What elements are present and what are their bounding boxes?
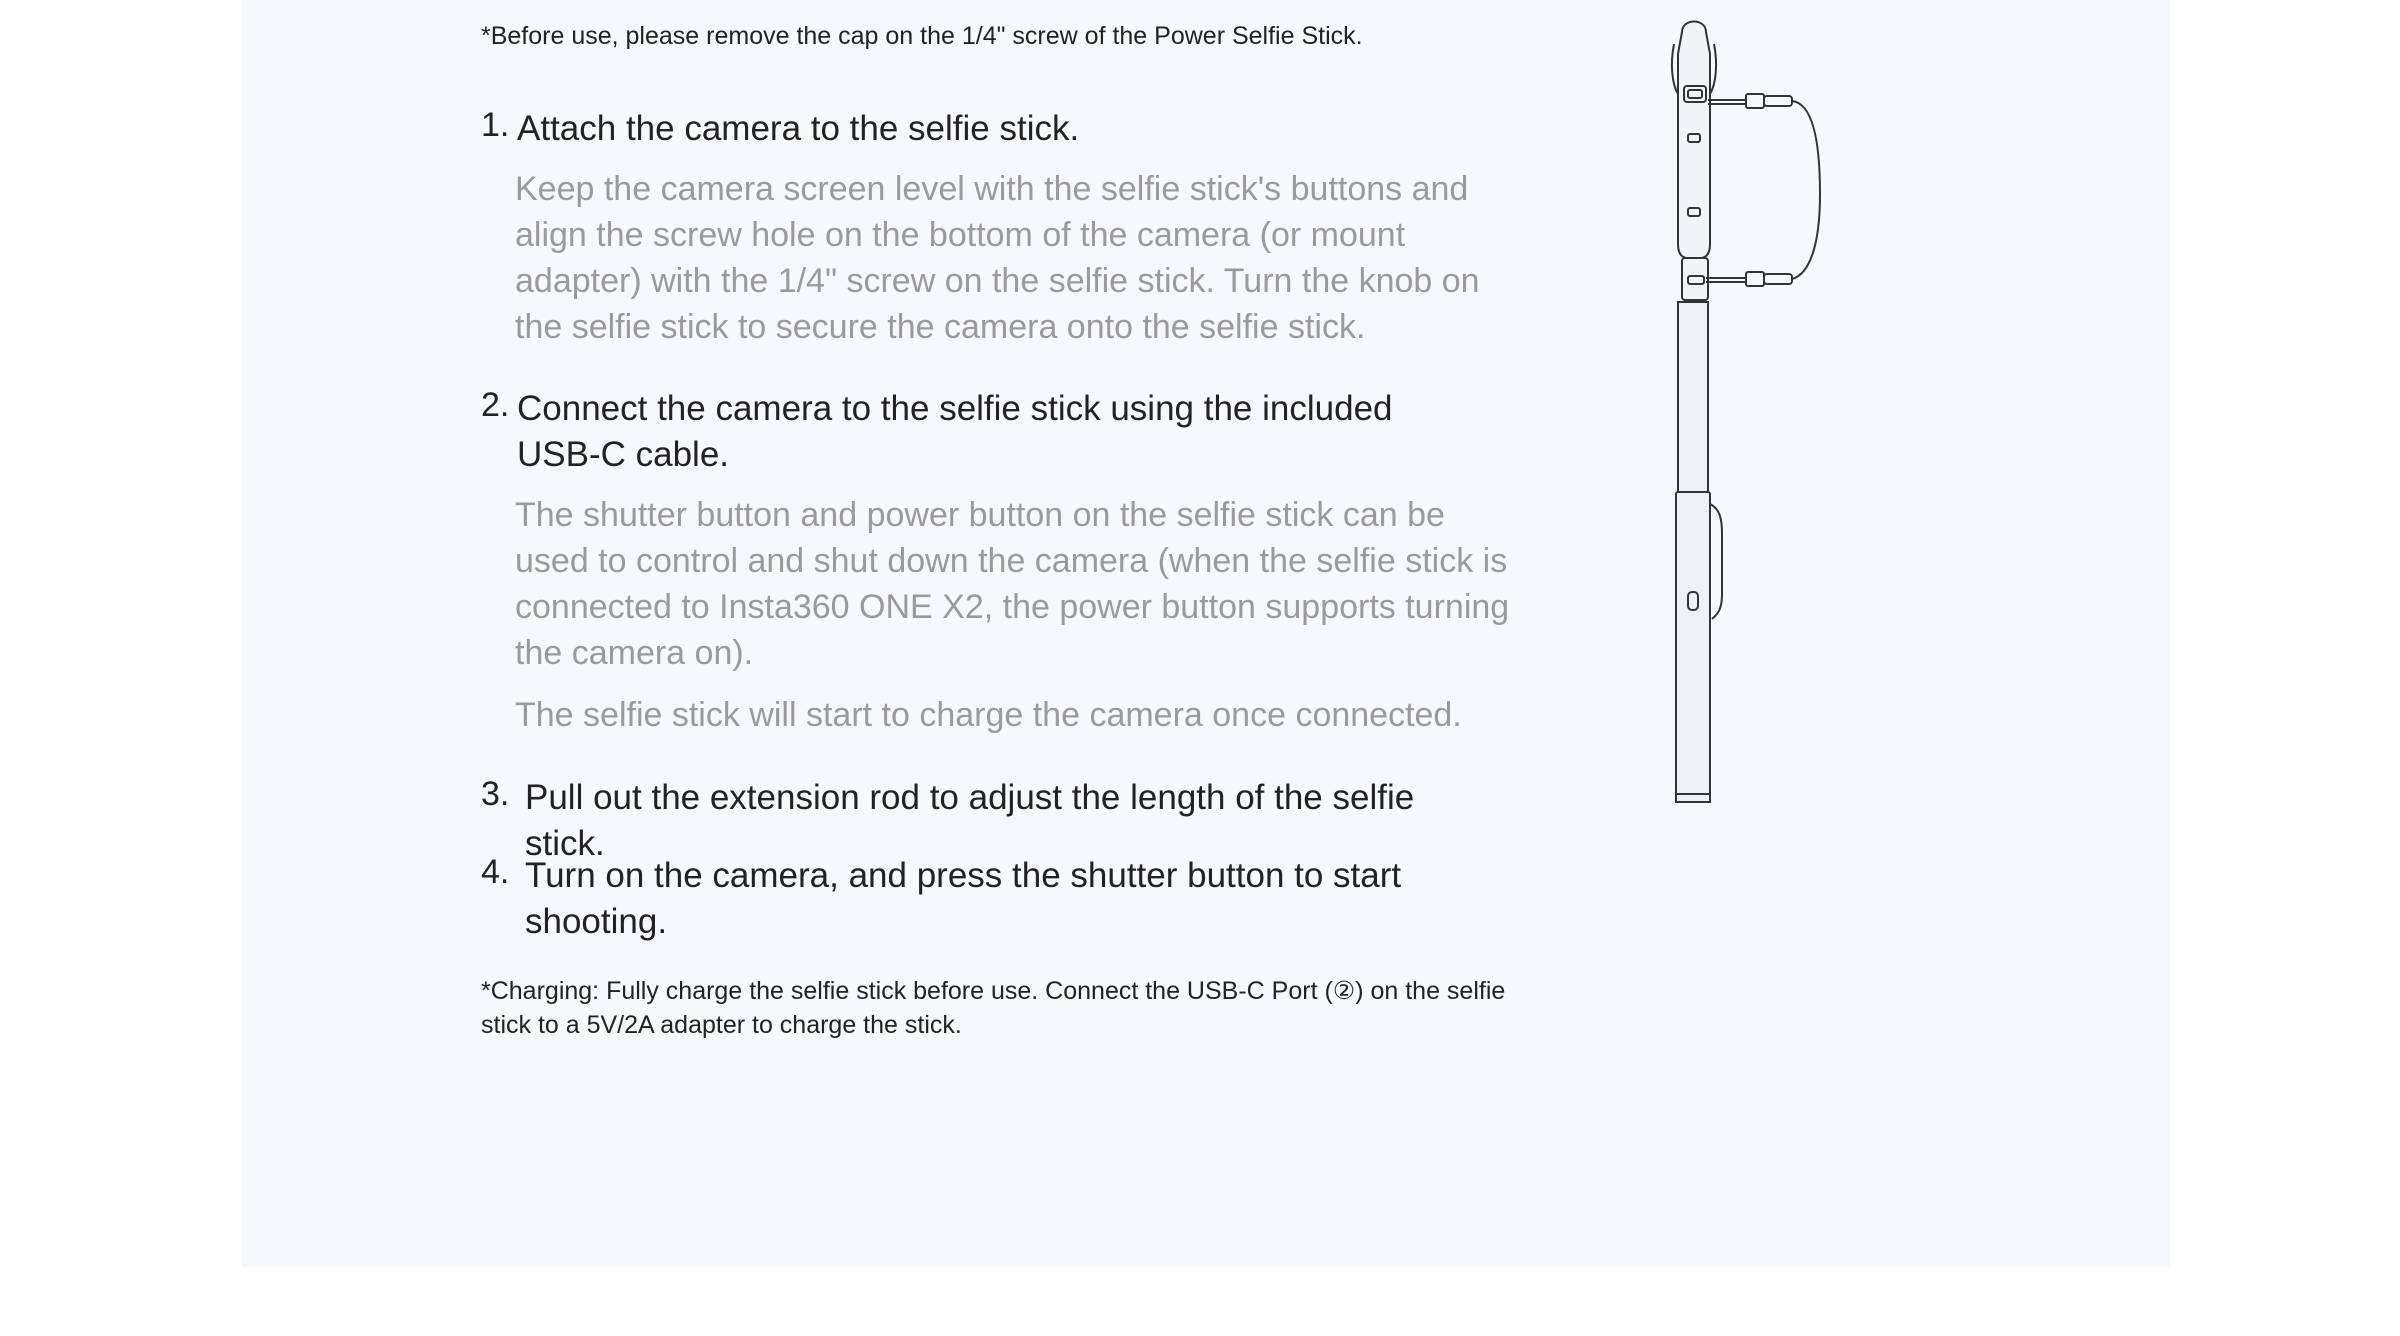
- step-title: Connect the camera to the selfie stick using the included USB-C cable.: [517, 389, 1393, 474]
- pre-use-note: *Before use, please remove the cap on the 1/4" screw of the Power Selfie Stick.: [481, 22, 1363, 50]
- step-1: [481, 106, 1556, 350]
- step-number: 4.: [481, 853, 510, 891]
- step-title: Attach the camera to the selfie stick.: [517, 109, 1080, 148]
- step-4: [481, 853, 1556, 945]
- selfie-stick-with-camera-illustration: [1660, 14, 1840, 819]
- step-2: [481, 386, 1556, 738]
- step-description: Keep the camera screen level with the selfie stick's buttons and align the screw hole on the bottom of the camera (or mount adapter) with the 1/4" screw on the selfie stick. Turn the knob on the selfie stick to secure the camera onto the selfie stick.: [515, 170, 1480, 346]
- step-description: The selfie stick will start to charge the camera once connected.: [515, 696, 1462, 734]
- step-title: Pull out the extension rod to adjust the length of the selfie stick.: [525, 778, 1415, 863]
- step-number: 3.: [481, 775, 510, 813]
- step-title: Turn on the camera, and press the shutter button to start shooting.: [525, 856, 1402, 941]
- step-number: 1.: [481, 106, 510, 144]
- step-description: The shutter button and power button on the selfie stick can be used to control and shut down the camera (when the selfie stick is connected to Insta360 ONE X2, the power button supports turning the camera on).: [515, 496, 1510, 672]
- charging-note: *Charging: Fully charge the selfie stick before use. Connect the USB-C Port (②) on the selfie stick to a 5V/2A adapter to charge the stick.: [481, 977, 1506, 1039]
- step-number: 2.: [481, 386, 510, 424]
